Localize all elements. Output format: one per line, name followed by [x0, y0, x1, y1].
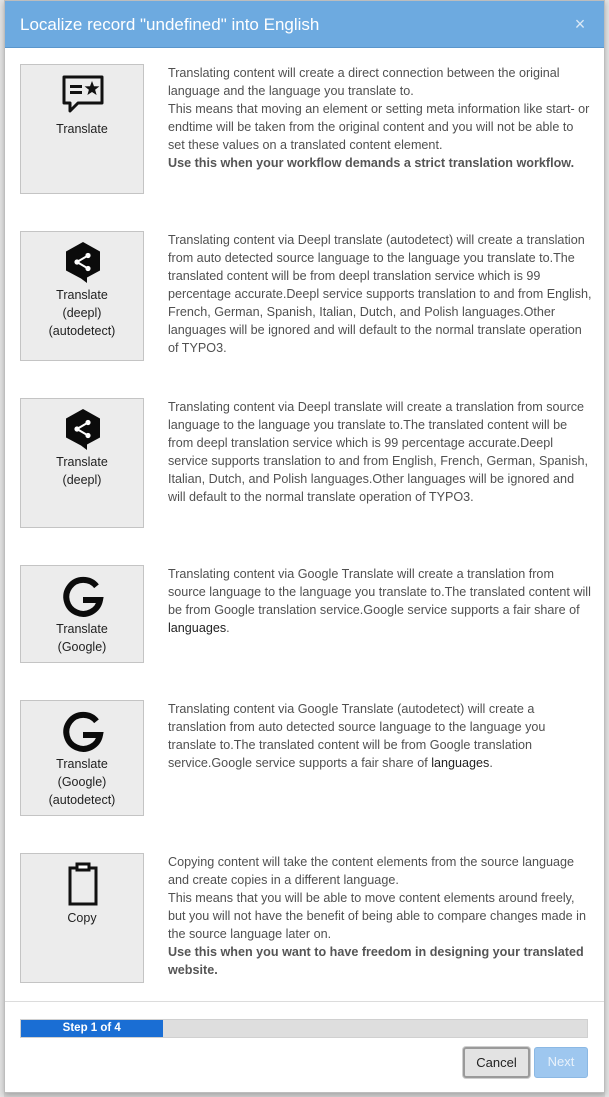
cancel-button[interactable]: Cancel: [463, 1047, 530, 1078]
translate-deepl-autodetect-label: Translate (deepl) (autodetect): [48, 288, 116, 338]
modal-body: [5, 48, 604, 1001]
option-google-autodetect: [20, 700, 590, 816]
copy-button[interactable]: [20, 853, 144, 983]
translate-google-autodetect-label: Translate (Google) (autodetect): [48, 757, 116, 807]
deepl-description: Translating content via Deepl translate will create a translation from source language to the language you translate to.The translated content will be from deepl translation service which is 99 percentage accurate.Deepl service supports translation to and from English, French, German, Spanish, Italian, Dutch, and Polish languages.Other languages will be ignored and will default to the normal translate operation of TYPO3.: [168, 400, 588, 504]
google-autodetect-description: Translating content via Google Translate (autodetect) will create a translation from auto detected source language to the language you translate to.The translated content will be from Google translation service.Google service supports a fair share of languages.: [168, 702, 546, 770]
option-deepl-autodetect: [20, 231, 590, 361]
google-logo-icon: [61, 576, 105, 620]
deepl-logo-icon: [61, 407, 105, 451]
background-page-right: [605, 0, 609, 1097]
progress-step-label: Step 1 of 4: [21, 1020, 163, 1037]
clipboard-icon: [61, 862, 105, 906]
translate-button[interactable]: [20, 64, 144, 194]
deepl-logo-icon: [61, 240, 105, 284]
close-icon: ×: [574, 14, 586, 34]
copy-description: Copying content will take the content elements from the source language and create copies in a different language. This means that you will be able to move content elements around freely, but you will not have the benefit of being able to compare changes made in the source language later on. Use this when you want to have freedom in designing your translated website.: [168, 855, 586, 977]
copy-label: Copy: [67, 911, 97, 925]
translate-google-button[interactable]: [20, 565, 144, 663]
translate-description: Translating content will create a direct connection between the original language and the language you translate to. This means that moving an element or setting meta information like start- or endtime will be taken from the original content and you will not be able to set these values on a translated content element. Use this when your workflow demands a strict translation workflow.: [168, 66, 590, 170]
google-logo-icon: [61, 711, 105, 755]
translate-deepl-autodetect-button[interactable]: [20, 231, 144, 361]
option-google: [20, 565, 590, 663]
languages-link[interactable]: languages: [431, 756, 490, 770]
translate-deepl-label: Translate (deepl): [56, 455, 108, 487]
modal-title: Localize record "undefined" into English: [20, 15, 320, 34]
modal-header: [5, 1, 604, 48]
translate-label: Translate: [56, 122, 108, 136]
translate-deepl-button[interactable]: [20, 398, 144, 528]
google-description: Translating content via Google Translate will create a translation from source language to the language you translate to.The translated content will be from Google translation service.Google service supports a fair share of languages.: [168, 567, 591, 635]
modal-footer: [5, 1001, 604, 1092]
next-button[interactable]: Next: [534, 1047, 588, 1078]
deepl-autodetect-description: Translating content via Deepl translate (autodetect) will create a translation from auto detected source language to the language you translate to.The translated content will be from deepl translation service which is 99 percentage accurate.Deepl service supports translation to and from English, French, German, Spanish, Italian, Dutch, and Polish languages.Other languages will be ignored and will default to the normal translate operation of TYPO3.: [168, 233, 592, 355]
localize-modal: [4, 0, 605, 1093]
option-deepl: [20, 398, 590, 528]
option-translate: [20, 64, 590, 194]
translate-google-label: Translate (Google): [56, 622, 108, 654]
close-button[interactable]: [570, 14, 590, 34]
wizard-progress-bar: [20, 1019, 588, 1038]
translate-google-autodetect-button[interactable]: [20, 700, 144, 816]
option-copy: [20, 853, 590, 983]
chat-star-icon: [61, 73, 105, 117]
languages-link[interactable]: languages: [168, 621, 227, 635]
